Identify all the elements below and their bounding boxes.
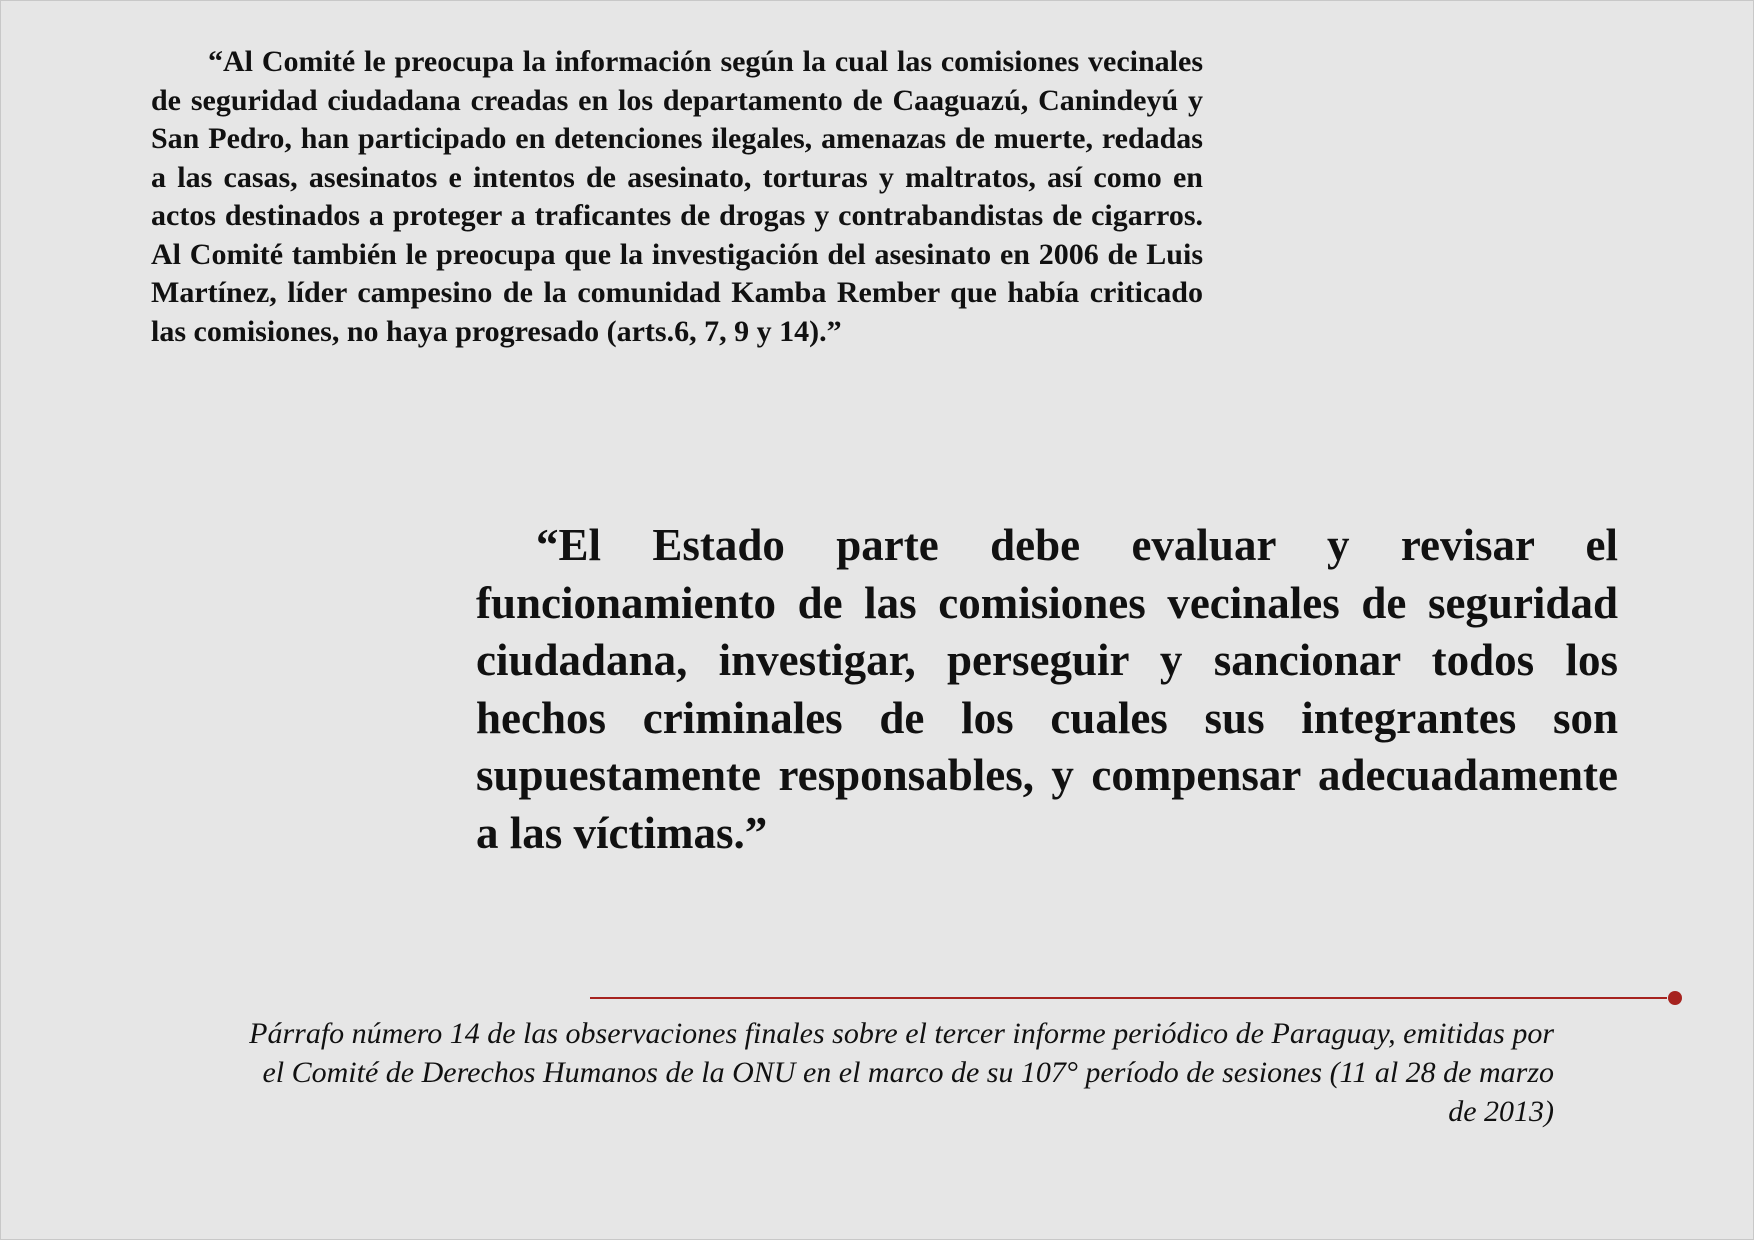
divider-line [590, 997, 1667, 999]
state-obligation-quote: “El Estado parte debe evaluar y revisar el funcionamiento de las comisiones vecinales de seguridad ciudadana, investigar, perseguir y sancionar todos los hechos criminales de los cuales sus integrantes son supuestamente responsables, y compensar adecuadamente a las víctimas.” [476, 520, 1618, 858]
committee-concern-quote: “Al Comité le preocupa la información según la cual las comisiones vecinales de seguridad ciudadana creadas en los departamento de Caaguazú, Canindeyú y San Pedro, han participado en detenciones ilegales, amenazas de muerte, redadas a las casas, asesinatos e intentos de asesinato, torturas y maltratos, así como en actos destinados a proteger a traficantes de drogas y contrabandistas de cigarros. Al Comité también le preocupa que la investigación del asesinato en 2006 de Luis Martínez, líder campesino de la comunidad Kamba Rember que había criticado las comisiones, no haya progresado (arts.6, 7, 9 y 14).” [151, 45, 1203, 348]
source-citation: Párrafo número 14 de las observaciones finales sobre el tercer informe periódico de Paraguay, emitidas por el Comité de Derechos Humanos de la ONU en el marco de su 107° período de sesiones (11 al 28 de marzo de 2013) [249, 1017, 1554, 1128]
divider-dot-icon [1668, 991, 1682, 1005]
citation-divider [590, 991, 1682, 1005]
